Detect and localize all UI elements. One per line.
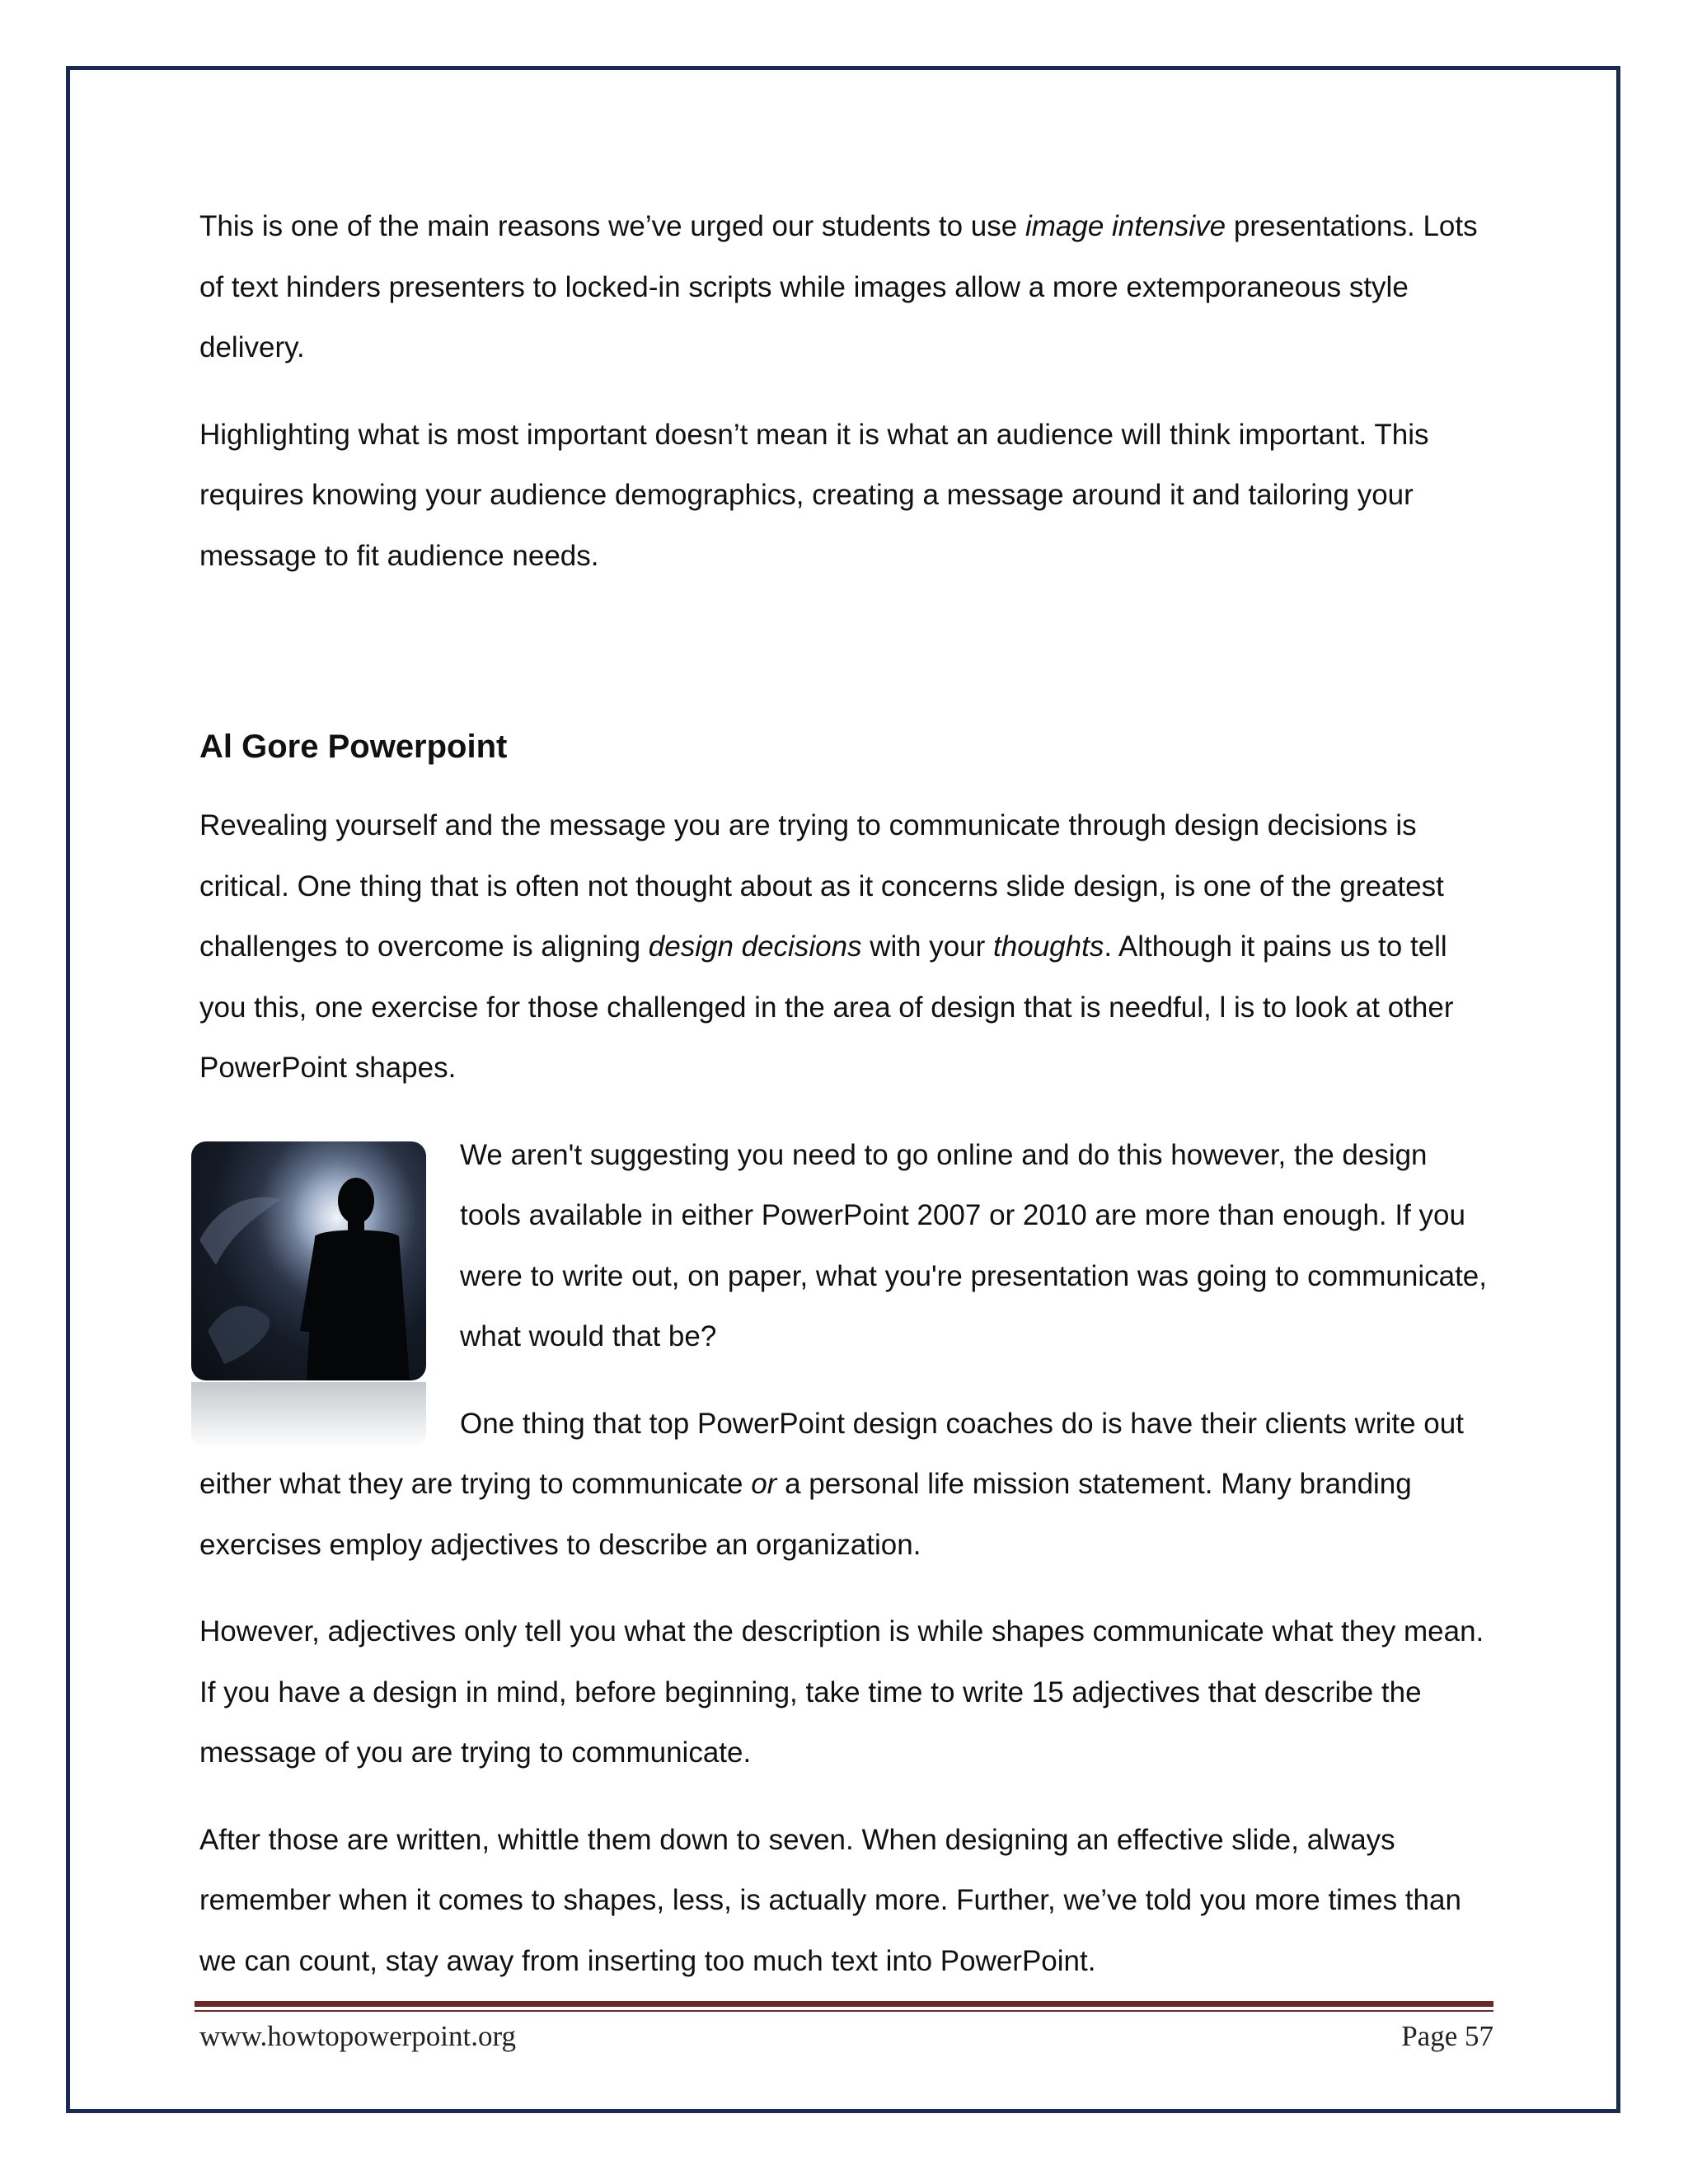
p5-emphasis: or bbox=[751, 1468, 777, 1500]
paragraph-adjectives: However, adjectives only tell you what the description is while shapes communicate what they mean. If you have a design in mind, before beginning, take time to write 15 adjectives that describe the message of you are trying to communicate. bbox=[199, 1615, 1484, 1769]
p3-emphasis-2: thoughts bbox=[993, 930, 1104, 963]
section-heading: Al Gore Powerpoint bbox=[199, 729, 508, 765]
p3-text-2: with your bbox=[861, 930, 994, 963]
paragraph-image-intensive bbox=[199, 196, 1493, 378]
silhouette-photo bbox=[191, 1141, 430, 1446]
p4-text: We aren't suggesting you need to go online and do this however, the design tools available in either PowerPoint 2007 or 2010 are more than enough. If you were to write out, on paper, what you're presentation was going to communicate, what would that be? bbox=[460, 1138, 1487, 1352]
paragraph-suggesting bbox=[199, 1125, 1493, 1367]
footer-rule-thin bbox=[195, 2010, 1493, 2012]
page-content bbox=[199, 196, 1493, 2018]
p3-text-1: Revealing yourself and the message you are trying to communicate through design decisions is critical. One thing that is often not thought about as it concerns slide design, is one of the greatest challenges to overcome is aligning bbox=[199, 809, 1444, 963]
p1-text-start: This is one of the main reasons we’ve urged our students to use bbox=[199, 210, 1025, 242]
p5-text-2: a personal life mission statement. Many branding exercises employ adjectives to describe an organization. bbox=[199, 1468, 1412, 1561]
silhouette-reflection bbox=[191, 1382, 426, 1448]
p3-text-3: . Although it pains us to tell you this, one exercise for those challenged in the area of design that is needful, l is to look at other PowerPoint shapes. bbox=[199, 930, 1454, 1084]
p1-emphasis: image intensive bbox=[1025, 210, 1226, 242]
paragraph-highlighting: Highlighting what is most important doesn’t mean it is what an audience will think important. This requires knowing your audience demographics, creating a message around it and tailoring your message to fit audience needs. bbox=[199, 418, 1429, 572]
footer-website: www.howtopowerpoint.org bbox=[199, 2020, 516, 2052]
page-number: Page 57 bbox=[1401, 2020, 1493, 2052]
footer-rule bbox=[195, 2001, 1493, 2007]
p1-text-end: presentations. Lots of text hinders presenters to locked-in scripts while images allow a more extemporaneous style delivery. bbox=[199, 210, 1478, 363]
silhouette-image bbox=[191, 1141, 426, 1380]
p3-emphasis-1: design decisions bbox=[648, 930, 862, 963]
paragraph-whittle: After those are written, whittle them down to seven. When designing an effective slide, always remember when it comes to shapes, less, is actually more. Further, we’ve told you more times than we can count, stay away from inserting too much text into PowerPoint. bbox=[199, 1823, 1461, 1977]
silhouette-storm-icon bbox=[191, 1141, 426, 1380]
paragraph-revealing bbox=[199, 795, 1493, 1099]
p5-text-1: One thing that top PowerPoint design coaches do is have their clients write out either what they are trying to communicate bbox=[199, 1407, 1464, 1500]
